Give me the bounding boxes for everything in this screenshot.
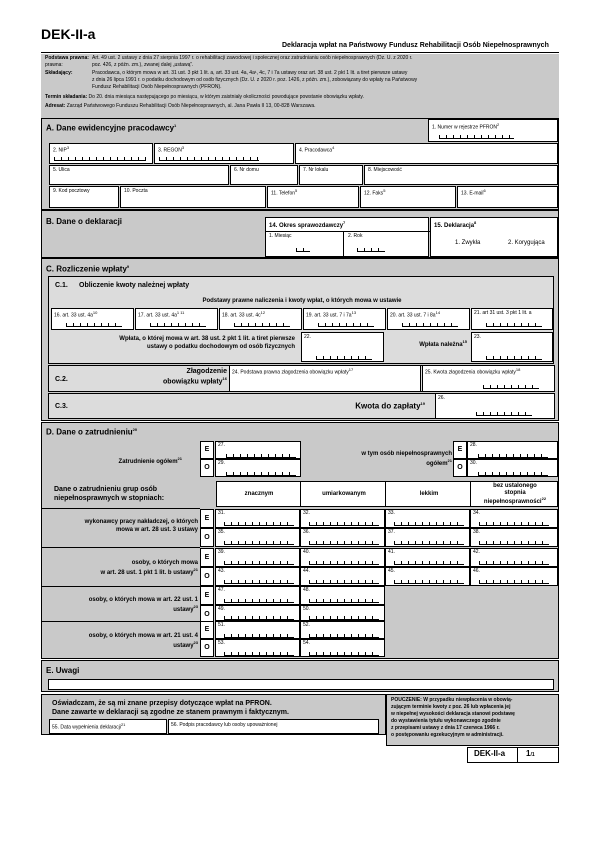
basis-columns [51,308,553,330]
postcode-field[interactable] [49,186,119,208]
field-28[interactable]: 28. [467,441,558,459]
section-d: D. Dane o zatrudnieniu$^{20}$ Zatrudnienie ogółem$^{21}$ E O 27. 29. w tym osób niepełnosprawnych ogółem$^{21}$ E O 28. 30. Dane o zatrudnieniu grup osób niepełnosprawnych w stopniach: znacznym umiarkowanym lekkim bez ustalonego stopnia niepełnosprawności$^{22}$ wykonawcy pracy nakładczej, o których mowa w art. 28 ust. 3 ustawy osoby, o których mowa w art. 28 ust. 1 pkt 1 lit. b ustawy$^{21}$ osoby, o których mowa w art. 22 ust. 1 ustawy$^{23}$ osoby, o których mowa w art. 21 ust. 4 ustawy$^{23}$ E O E O E O E O 31. 32. 33. 34. 35. 36. 37. 38. 39. 40. 41. 42. 43. 44. 45. 46. 47. 48. 49. 50. 51. 52. 53. 54. [41,422,559,659]
field-54[interactable]: 54. [300,639,385,657]
postcode-label: 9. Kod pocztowy [53,188,90,194]
c3-number: C.3. [55,403,68,410]
field-25[interactable]: 25. Kwota złagodzenia obowiązku wpłaty$^{18}$ [422,365,555,392]
degree-none-2: stopnia [504,490,526,496]
month-label: 1. Miesiąc [269,233,292,239]
section-c3: C.3. Kwota do zapłaty$^{19}$ 26. [48,393,554,419]
form-code: DEK-II-a [41,26,96,42]
e-label: E [200,441,214,459]
notice-line: POUCZENIE: W przypadku niewpłacenia w obowią- [391,697,513,703]
declaration-block [41,694,386,735]
o-label: O [200,567,214,586]
field-48[interactable]: 48. [300,586,385,605]
field-50[interactable]: 50. [300,605,385,621]
notice-line: zującym terminie kwoty z poz. 26 lub wpłacenia jej [391,704,511,710]
o-label: O [200,528,214,547]
c1-number: C.1. [55,282,68,289]
row4-label-2: ustawy [173,643,194,649]
fax-field[interactable]: 12. Faks$^5$ [360,186,456,208]
relief-label-1: Złagodzenie [186,368,227,375]
nip-label: 2. NIP [53,147,67,154]
col-18-field[interactable]: 18. art. 33 ust. $4c^{12}$ [219,308,302,330]
o-label: O [200,459,214,477]
month-field[interactable] [266,231,344,257]
c2-number: C.2. [55,376,68,383]
col-20-field[interactable]: 20. art. 33 ust. 7 i $8a^{14}$ [387,308,470,330]
filer-label: Składający: [45,70,73,76]
field-39[interactable]: 39. [215,548,300,567]
section-e [41,660,559,692]
e-label: E [200,621,214,639]
header-rule [41,52,559,53]
degree-none-1: bez ustalonego [493,483,537,489]
row4-label-1: osoby, o których mowa w art. 21 ust. 4 [88,633,198,639]
field-53[interactable]: 53. [215,639,300,657]
degree-significant: znacznym [244,491,274,497]
pit-label-2: ustawy o podatku dochodowym od osób fizycznych [146,344,295,350]
notice-line: z przepisami ustawy z dnia 17 czerwca 1966 r. [391,725,500,731]
field-44[interactable]: 44. [300,567,385,586]
address-label: Adresat: [45,103,66,109]
declaration-normal-option[interactable]: 1. Zwykła [455,240,481,246]
declaration-type-label: 15. Deklaracja [434,223,475,229]
house-number-label: 6. Nr domu [234,167,259,173]
filer-text-1: Pracodawca, o którym mowa w art. 31 ust. 3 pkt 1 lit. a, art. 33 ust. 4a, 4a¹, 4c, 7 i 7a ustawy oraz art. 38 ust. 2 pkt 1 lit. a tiret pierwsze ustawy [92,70,408,76]
due-label: Wpłata należna [419,342,463,348]
field-38[interactable]: 38. [470,528,558,547]
degree-moderate: umiarkowanym [322,491,366,497]
employer-label: 4. Pracodawca [299,147,333,154]
section-c-title: C. Rozliczenie wpłaty [46,264,127,274]
e-label: E [200,586,214,605]
filer-text-2: z dnia 26 lipca 1991 r. o podatku dochodowym od osób fizycznych (Dz. U. z 2020 r. poz. 1426, z późn. zm.), zobowiązany do wpłaty na Państwowy [92,77,418,83]
field-24[interactable]: 24. Podstawa prawna złagodzenia obowiązku wpłaty$^{17}$ [229,365,421,392]
basis-text-2: poz. 426, z późn. zm.), zwanej dalej „ustawą”. [92,62,194,68]
row3-label-2: ustawy [173,607,194,613]
declaration-line-1: Oświadczam, że są mi znane przepisy dotyczące wpłat na PFRON. [52,700,272,707]
pfron-number-label: 1. Numer w rejestrze PFRON [432,124,498,131]
address-text: Zarząd Państwowego Funduszu Rehabilitacji Osób Niepełnosprawnych, al. Jana Pawła II 13, 00-828 Warszawa. [66,103,316,109]
notice-line: o postępowaniu egzekucyjnym w administracji. [391,732,504,738]
year-label: 2. Rok [348,233,363,239]
flat-number-label: 7. Nr lokalu [303,167,329,173]
reporting-period: 14. Okres sprawozdawczy$^7$ 1. Miesiąc 2. Rok [265,217,429,257]
phone-field[interactable]: 11. Telefon$^5$ [267,186,359,208]
row1-label-1: wykonawcy pracy nakładczej, o których [84,519,198,525]
notice-block [386,694,559,746]
deadline-label: Termin składania: [45,94,88,100]
reporting-period-label: 14. Okres sprawozdawczy [269,223,344,229]
o-label: O [453,459,467,477]
section-a-title: A. Dane ewidencyjne pracodawcy$^1$ [46,123,177,133]
city-field[interactable] [364,165,558,185]
nip-field[interactable]: 2. NIP$^3$ [49,143,153,164]
flat-number-field[interactable] [299,165,363,185]
field-29[interactable]: 29. [215,459,301,477]
field-22[interactable]: 22. [301,332,384,362]
field-30[interactable]: 30. [467,459,558,477]
info-block: Podstawa prawna: prawna: Art. 49 ust. 2 ustawy z dnia 27 sierpnia 1997 r. o rehabilitacji zawodowej i społecznej oraz zatrudnianiu osób niepełnosprawnych (Dz. U. z 2020 r. poz. 426, z późn. zm.), zwanej dalej „ustawą”. Składający: Pracodawca, o którym mowa w art. 31 ust. 3 pkt 1 lit. a, art. 33 ust. 4a, 4a¹, 4c, 7 i 7a ustawy oraz art. 38 ust. 2 pkt 1 lit. a tiret pierwsze ustawy z dnia 26 lipca 1991 r. o podatku dochodowym od osób fizycznych (Dz. U. z 2020 r. poz. 1426, z późn. zm.), zobowiązany do wpłaty na Państwowy Fundusz Rehabilitacji Osób Niepełnosprawnych (PFRON). Termin składania: Do 20. dnia miesiąca następującego po miesiącu, w którym zaistniały okoliczności powodujące powstanie obowiązku wpłaty. Adresat: Zarząd Państwowego Funduszu Rehabilitacji Osób Niepełnosprawnych, al. Jana Pawła II 13, 00-828 Warszawa. [41,54,559,118]
field-51[interactable]: 51. [215,621,300,639]
declaration-type: 15. Deklaracja$^8$ 1. Zwykła 2. Korygująca [430,217,558,257]
fax-label: 12. Faks [364,190,384,197]
section-d-title: D. Dane o zatrudnieniu [46,427,133,437]
notice-line: w niepełnej wysokości deklaracja stanowi podstawę [391,711,515,717]
pit-label-1: Wpłata, o której mowa w art. 38 ust. 2 pkt 1 lit. a tiret pierwsze [119,336,295,342]
regon-label: 3. REGON [158,147,182,154]
street-label: 5. Ulica [53,167,70,173]
year-field[interactable] [345,231,430,257]
field-36[interactable]: 36. [300,528,385,547]
amount-to-pay-label: Kwota do zapłaty [355,401,421,411]
field-46[interactable]: 46. [470,567,558,586]
field-47[interactable]: 47. [215,586,300,605]
city-label: 8. Miejscowość [368,167,402,173]
section-e-title: E. Uwagi [46,666,80,675]
signature-field[interactable]: 56. Podpis pracodawcy lub osoby upoważnionej [168,719,379,734]
section-c: C. Rozliczenie wpłaty$^9$ C.1. Obliczenie kwoty należnej wpłaty Podstawy prawne naliczenia i kwoty wpłat, o których mowa w ustawie 16. art. 33 ust. $4a^{10}$ 17. art. 33 ust. $4a^{1 11}$ 18. art. 33 ust. $4c^{12}$ 19. art. 33 ust. 7 i $7a^{13}$ 20. art. 33 ust. 7 i $8a^{14}$ 21. art 31 ust. 3 pkt 1 lit. a Wpłata, o której mowa w art. 38 ust. 2 pkt 1 lit. a tiret pierwsze ustawy o podatku dochodowym od osób fizycznych 22. Wpłata należna$^{15}$ 23. C.2. Złagodzenie obowiązku wpłaty$^{16}$ 24. Podstawa prawna złagodzenia obowiązku wpłaty$^{17}$ 25. Kwota złagodzenia obowiązku wpłaty$^{18}$ C.3. Kwota do zapłaty$^{19}$ 26. [41,258,559,421]
pfron-number-field[interactable]: 1. Numer w rejestrze PFRON$^2$ [428,119,558,142]
col-17-field[interactable]: 17. art. 33 ust. $4a^{1 11}$ [135,308,218,330]
legal-basis-header: Podstawy prawne naliczenia i kwoty wpłat, o których mowa w ustawie [202,298,402,304]
filer-text-3: Fundusz Rehabilitacji Osób Niepełnosprawnych (PFRON). [92,84,222,90]
employer-field[interactable]: 4. Pracodawca$^4$ [295,143,558,164]
field-27[interactable]: 27. [215,441,301,459]
regon-field[interactable]: 3. REGON$^3$ [154,143,294,164]
field-42[interactable]: 42. [470,548,558,567]
disabled-total-label-2: ogółem [426,461,448,467]
field-26[interactable]: 26. [435,393,555,419]
o-label: O [200,639,214,657]
groups-label-2: niepełnosprawnych w stopniach: [54,495,165,502]
deadline-text: Do 20. dnia miesiąca następującego po miesiącu, w którym zaistniały okoliczności powodujące powstanie obowiązku wpłaty. [88,94,364,100]
field-41[interactable]: 41. [385,548,470,567]
remarks-field[interactable] [48,679,554,690]
relief-label-2: obowiązku wpłaty [163,378,223,386]
notice-line: do wystawienia tytułu wykonawczego zgodnie [391,718,501,724]
row3-label-1: osoby, o których mowa w art. 22 ust. 1 [88,597,198,603]
footer-code: DEK-II-a [474,749,506,758]
degree-header: znacznym umiarkowanym lekkim bez ustalonego stopnia niepełnosprawności$^{22}$ [216,481,558,507]
field-33[interactable]: 33. [385,509,470,528]
basis-text-1: Art. 49 ust. 2 ustawy z dnia 27 sierpnia 1997 r. o rehabilitacji zawodowej i społecznej oraz zatrudnianiu osób niepełnosprawnych (Dz. U. z 2020 r. [92,55,413,61]
section-c2: C.2. Złagodzenie obowiązku wpłaty$^{16}$ 24. Podstawa prawna złagodzenia obowiązku wpłaty$^{17}$ 25. Kwota złagodzenia obowiązku wpłaty$^{18}$ [48,365,554,392]
basis-label: Podstawa prawna: [45,55,89,61]
field-45[interactable]: 45. [385,567,470,586]
field-37[interactable]: 37. [385,528,470,547]
section-c1: C.1. Obliczenie kwoty należnej wpłaty Podstawy prawne naliczenia i kwoty wpłat, o których mowa w ustawie 16. art. 33 ust. $4a^{10}$ 17. art. 33 ust. $4a^{1 11}$ 18. art. 33 ust. $4c^{12}$ 19. art. 33 ust. 7 i $7a^{13}$ 20. art. 33 ust. 7 i $8a^{14}$ 21. art 31 ust. 3 pkt 1 lit. a Wpłata, o której mowa w art. 38 ust. 2 pkt 1 lit. a tiret pierwsze ustawy o podatku dochodowym od osób fizycznych 22. Wpłata należna$^{15}$ 23. [48,276,554,364]
o-label: O [200,605,214,624]
col-21-field[interactable]: 21. art 31 ust. 3 pkt 1 lit. a [471,308,553,330]
row1-label-2: mowa w art. 28 ust. 3 ustawy [115,527,198,533]
field-34[interactable]: 34. [470,509,558,528]
col-16-field[interactable]: 16. art. 33 ust. $4a^{10}$ [51,308,134,330]
disabled-total-label-1: w tym osób niepełnosprawnych [361,451,452,457]
row2-label-2: w art. 28 ust. 1 pkt 1 lit. b ustawy [100,570,194,576]
footer-page: 1 [526,749,531,758]
degree-none-3: niepełnosprawności [483,499,542,505]
row2-label-1: osoby, o których mowa [131,560,198,566]
email-field[interactable]: 13. E-mail$^6$ [457,186,558,208]
fill-date-field[interactable]: 55. Data wypełnienia deklaracji$^{21}$ [49,719,167,734]
e-label: E [453,441,467,459]
phone-label: 11. Telefon [271,190,296,197]
c1-title: Obliczenie kwoty należnej wpłaty [79,282,190,289]
declaration-correcting-option[interactable]: 2. Korygująca [508,240,545,246]
col-19-field[interactable]: 19. art. 33 ust. 7 i $7a^{13}$ [303,308,386,330]
e-label: E [200,509,214,528]
house-number-field[interactable] [230,165,298,185]
section-a [41,118,559,210]
field-35[interactable]: 35. [215,528,300,547]
field-23[interactable]: 23. [471,332,553,362]
section-b [41,210,559,258]
street-field[interactable] [49,165,229,185]
footer-pages: /1 [530,752,535,758]
degree-light: lekkim [419,491,439,497]
footer-box [467,747,559,763]
form-title: Deklaracja wpłat na Państwowy Fundusz Rehabilitacji Osób Niepełnosprawnych [282,42,549,49]
email-label: 13. E-mail [461,190,484,197]
declaration-line-2: Dane zawarte w deklaracji są zgodne ze stanem prawnym i faktycznym. [52,709,289,716]
field-49[interactable]: 49. [215,605,300,621]
post-field[interactable] [120,186,266,208]
field-52[interactable]: 52. [300,621,385,639]
field-40[interactable]: 40. [300,548,385,567]
total-employment-label: Zatrudnienie ogółem [118,459,178,465]
groups-label-1: Dane o zatrudnieniu grup osób [54,486,158,493]
section-b-title: B. Dane o deklaracji [46,217,123,226]
field-31[interactable]: 31. [215,509,300,528]
field-32[interactable]: 32. [300,509,385,528]
post-label: 10. Poczta [124,188,148,194]
field-43[interactable]: 43. [215,567,300,586]
e-label: E [200,548,214,567]
